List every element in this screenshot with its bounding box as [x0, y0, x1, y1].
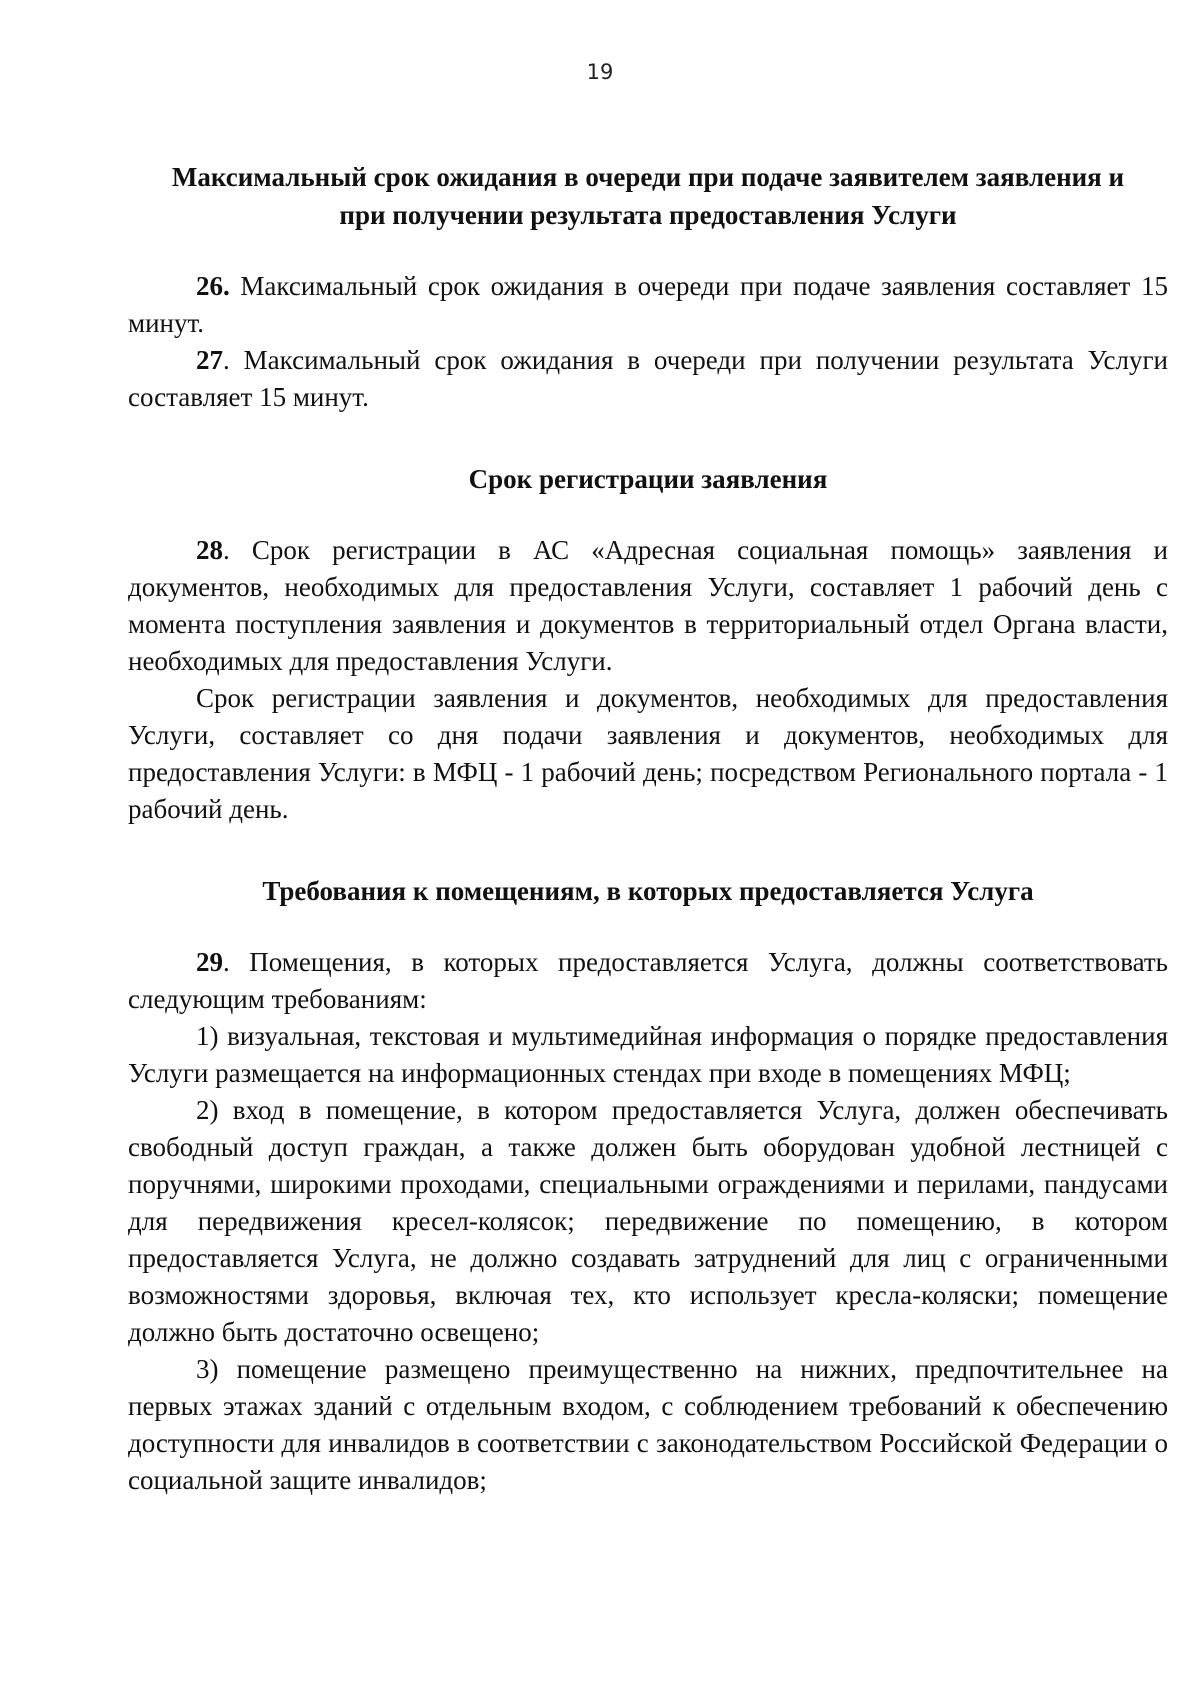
- paragraph-text: . Срок регистрации в АС «Адресная социальная помощь» заявления и документов, необходимых для предоставления Услуги, составляет 1 рабочий день с момента поступления заявления и документов в территориальный отдел Органа власти, необходимых для предоставления Услуги.: [128, 535, 1168, 676]
- list-item-2: [128, 1092, 1168, 1351]
- document-body: [128, 158, 1168, 1499]
- page-number: 19: [586, 60, 614, 84]
- paragraph-text: 1) визуальная, текстовая и мультимедийная информация о порядке предоставления Услуги размещается на информационных стендах при входе в помещениях МФЦ;: [128, 1021, 1168, 1088]
- list-item-1: [128, 1018, 1168, 1092]
- paragraph-text: Срок регистрации заявления и документов, необходимых для предоставления Услуги, составляет со дня подачи заявления и документов, необходимых для предоставления Услуги: в МФЦ - 1 рабочий день; посредством Регионального портала - 1 рабочий день.: [128, 683, 1168, 824]
- section-registration-time: [128, 460, 1168, 828]
- paragraph-text: 3) помещение размещено преимущественно на нижних, предпочтительнее на первых этажах зданий с отдельным входом, с соблюдением требований к обеспечению доступности для инвалидов в соответствии с законодательством Российской Федерации о социальной защите инвалидов;: [128, 1354, 1168, 1495]
- paragraph-28-continued: [128, 680, 1168, 828]
- list-item-3: [128, 1351, 1168, 1499]
- section-heading-line: при получении результата предоставления Услуги: [339, 200, 957, 230]
- section-waiting-time: [128, 158, 1168, 416]
- section-heading-line: Требования к помещениям, в которых предоставляется Услуга: [262, 876, 1034, 906]
- paragraph-26: [128, 268, 1168, 342]
- paragraph-text: Максимальный срок ожидания в очереди при подаче заявления составляет 15 минут.: [128, 271, 1168, 338]
- paragraph-number: 27: [196, 345, 223, 375]
- paragraph-28: [128, 532, 1168, 680]
- section-heading-line: Срок регистрации заявления: [468, 464, 828, 494]
- paragraph-number: 29: [196, 947, 223, 977]
- section-premises-requirements: [128, 872, 1168, 1499]
- paragraph-number: 26.: [196, 271, 230, 301]
- paragraph-29: [128, 944, 1168, 1018]
- section-heading-line: Максимальный срок ожидания в очереди при подаче заявителем заявления и: [171, 162, 1125, 192]
- paragraph-number: 28: [196, 535, 223, 565]
- paragraph-text: . Помещения, в которых предоставляется Услуга, должны соответствовать следующим требованиям:: [128, 947, 1168, 1014]
- paragraph-text: 2) вход в помещение, в котором предоставляется Услуга, должен обеспечивать свободный доступ граждан, а также должен быть оборудован удобной лестницей с поручнями, широкими проходами, специальными ограждениями и перилами, пандусами для передвижения кресел-колясок; передвижение по помещению, в котором предоставляется Услуга, не должно создавать затруднений для лиц с ограниченными возможностями здоровья, включая тех, кто использует кресла-коляски; помещение должно быть достаточно освещено;: [128, 1095, 1168, 1347]
- paragraph-27: [128, 342, 1168, 416]
- paragraph-text: . Максимальный срок ожидания в очереди при получении результата Услуги составляет 15 минут.: [128, 345, 1168, 412]
